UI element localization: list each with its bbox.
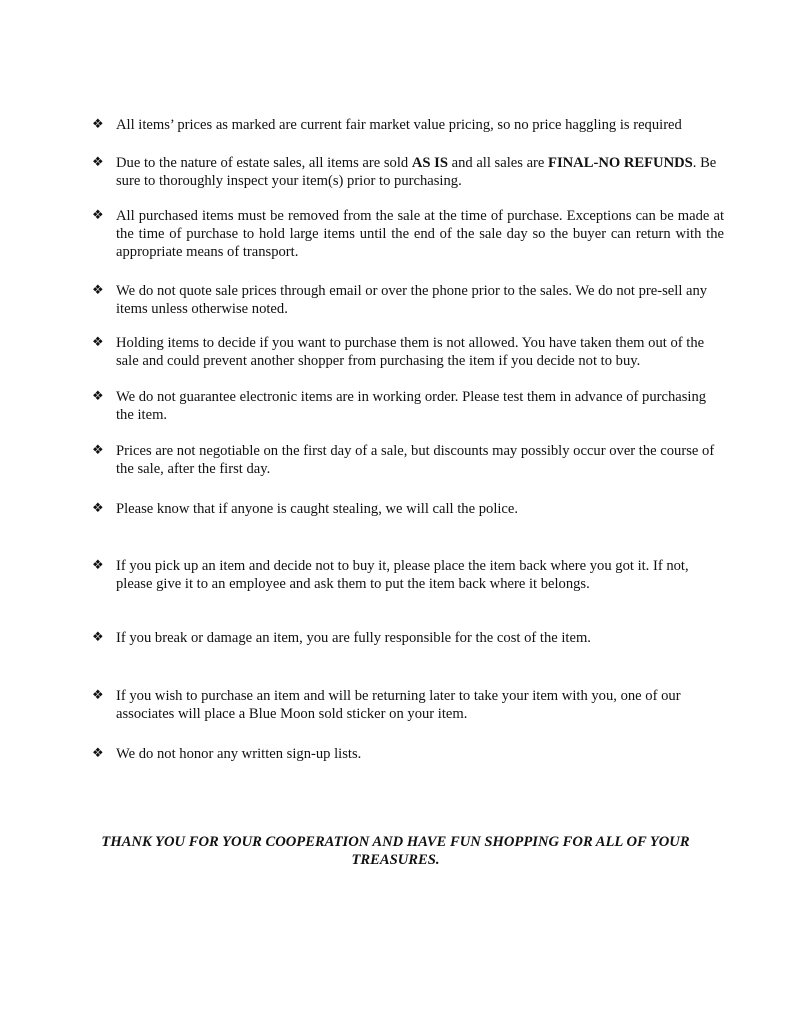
diamond-bullet-icon: ❖ (92, 389, 104, 404)
rule-item-return-items (92, 557, 724, 593)
diamond-bullet-icon: ❖ (92, 443, 104, 458)
rule-text: We do not honor any written sign-up lists. (116, 746, 362, 762)
rule-item-stealing-policy (92, 500, 724, 518)
rule-item-no-sign-up-lists (92, 745, 724, 763)
rule-text: All items’ prices as marked are current fair market value pricing, so no price haggling is required (116, 117, 682, 133)
rule-text: If you wish to purchase an item and will be returning later to take your item with you, one of our associates will place a Blue Moon sold sticker on your item. (116, 688, 681, 722)
as-is-emphasis: AS IS (411, 155, 448, 171)
diamond-bullet-icon: ❖ (92, 335, 104, 350)
rule-item-electronics-not-guaranteed (92, 388, 724, 424)
rule-text: We do not quote sale prices through email or over the phone prior to the sales. We do not pre-sell any items unless otherwise noted. (116, 283, 708, 317)
rule-item-no-holding-items (92, 334, 724, 370)
diamond-bullet-icon: ❖ (92, 117, 104, 132)
rule-item-fair-market-pricing (92, 116, 724, 134)
rule-item-breakage-responsibility (92, 629, 724, 647)
final-no-refunds-emphasis: FINAL-NO REFUNDS (548, 155, 693, 171)
rule-text: Due to the nature of estate sales, all items are sold AS IS and all sales are FINAL-NO REFUNDS. Be sure to thoroughly inspect your item(s) prior to purchasing. (116, 155, 717, 189)
diamond-bullet-icon: ❖ (92, 630, 104, 645)
rule-text: If you pick up an item and decide not to buy it, please place the item back where you got it. If not, please give it to an employee and ask them to put the item back where it belongs. (116, 558, 689, 592)
rule-text: We do not guarantee electronic items are in working order. Please test them in advance of purchasing the item. (116, 389, 707, 423)
diamond-bullet-icon: ❖ (92, 746, 104, 761)
rule-item-removal-of-items (92, 207, 724, 261)
diamond-bullet-icon: ❖ (92, 155, 104, 170)
rule-text: Holding items to decide if you want to purchase them is not allowed. You have taken them out of the sale and could prevent another shopper from purchasing the item if you decide not to buy. (116, 335, 705, 369)
rule-item-no-price-quotes (92, 282, 724, 318)
diamond-bullet-icon: ❖ (92, 283, 104, 298)
rule-text: Prices are not negotiable on the first day of a sale, but discounts may possibly occur over the course of the sale, after the first day. (116, 443, 715, 477)
rule-text: All purchased items must be removed from the sale at the time of purchase. Exceptions can be made at the time of purchase to hold large items until the end of the sale day so the buyer can return with the appropriate means of transport. (116, 208, 724, 260)
diamond-bullet-icon: ❖ (92, 688, 104, 703)
rule-item-prices-not-negotiable (92, 442, 724, 478)
diamond-bullet-icon: ❖ (92, 208, 104, 223)
rule-item-sold-sticker (92, 687, 724, 723)
rule-item-as-is-final-sale (92, 154, 724, 190)
rule-text: If you break or damage an item, you are fully responsible for the cost of the item. (116, 630, 591, 646)
rule-text: Please know that if anyone is caught stealing, we will call the police. (116, 501, 519, 517)
diamond-bullet-icon: ❖ (92, 558, 104, 573)
closing-message: THANK YOU FOR YOUR COOPERATION AND HAVE FUN SHOPPING FOR ALL OF YOUR TREASURES. (101, 834, 690, 868)
diamond-bullet-icon: ❖ (92, 501, 104, 516)
